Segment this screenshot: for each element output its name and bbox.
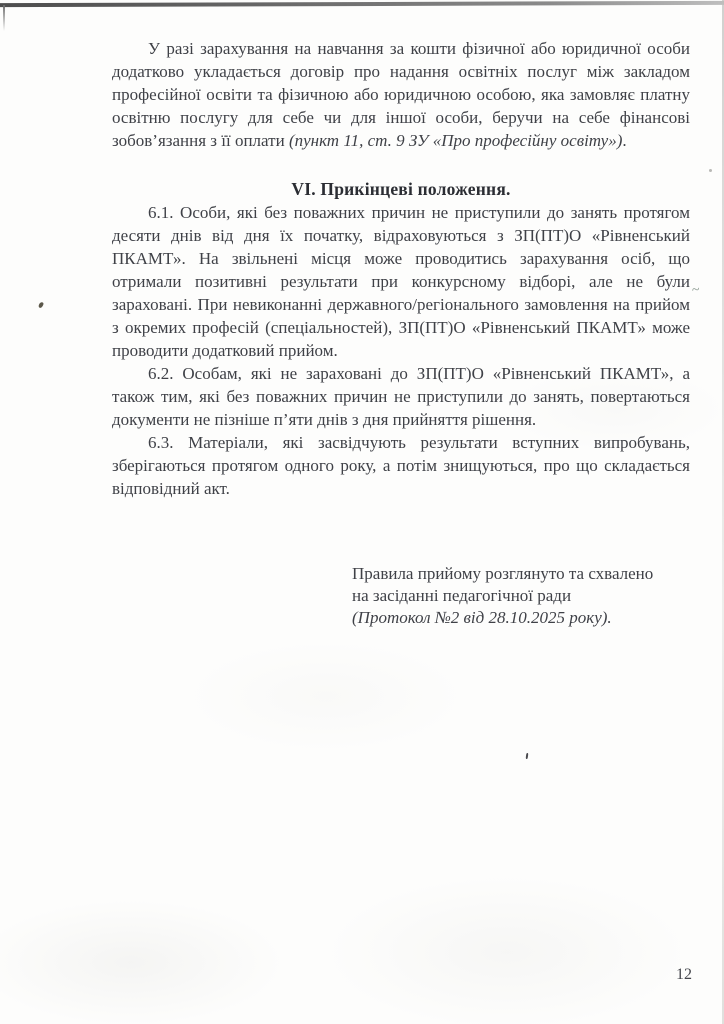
scan-speck	[526, 753, 529, 759]
legal-citation: (пункт 11, ст. 9 ЗУ «Про професійну освіту»)	[288, 131, 623, 150]
page-number: 12	[676, 966, 692, 983]
scan-speck	[38, 301, 44, 308]
intro-paragraph-period: .	[622, 131, 627, 150]
scan-speck	[709, 169, 712, 172]
scan-top-edge-line	[0, 1, 724, 7]
intro-paragraph-text: У разі зарахування на навчання за кошти фізичної або юридичної особи додатково укладається договір про надання освітніх послуг між закладом професійної освіти та фізичною або юридичною особою, яка замовляє платну освітню послугу для себе чи для іншої особи, беручи на себе фінансові зобов’язання з її оплати	[112, 39, 690, 150]
approval-note	[352, 563, 692, 629]
section-heading: VI. Прикінцеві положення.	[291, 179, 511, 199]
scan-smudge-mark: ~	[691, 282, 699, 299]
approval-note-protocol: (Протокол №2 від 28.10.2025 року).	[352, 608, 612, 627]
paragraph-6-3: 6.3. Матеріали, які засвідчують результати вступних випробувань, зберігаються протягом одного року, а потім знищуються, про що складається відповідний акт.	[112, 433, 690, 498]
scan-left-edge-tick	[3, 5, 5, 31]
paragraph-6-2: 6.2. Особам, які не зараховані до ЗП(ПТ)О «Рівненський ПКАМТ», а також тим, які без поважних причин не приступили до занять, повертаються документи не пізніше п’яти днів з дня прийняття рішення.	[112, 364, 690, 429]
approval-note-line-1: Правила прийому розглянуто та схвалено	[352, 564, 654, 583]
document-body	[112, 37, 690, 500]
approval-note-line-2: на засіданні педагогічної ради	[352, 586, 572, 605]
intro-paragraph	[112, 37, 690, 152]
paragraph-6-1: 6.1. Особи, які без поважних причин не приступили до занять протягом десяти днів від дня їх початку, відраховуються з ЗП(ПТ)О «Рівненський ПКАМТ». На звільнені місця може проводитись зарахування осіб, що отримали позитивні результати при конкурсному відборі, але не були зараховані. При невиконанні державного/регіонального замовлення на прийом з окремих професій (спеціальностей), ЗП(ПТ)О «Рівненський ПКАМТ» може проводити додатковий прийом.	[112, 203, 690, 360]
